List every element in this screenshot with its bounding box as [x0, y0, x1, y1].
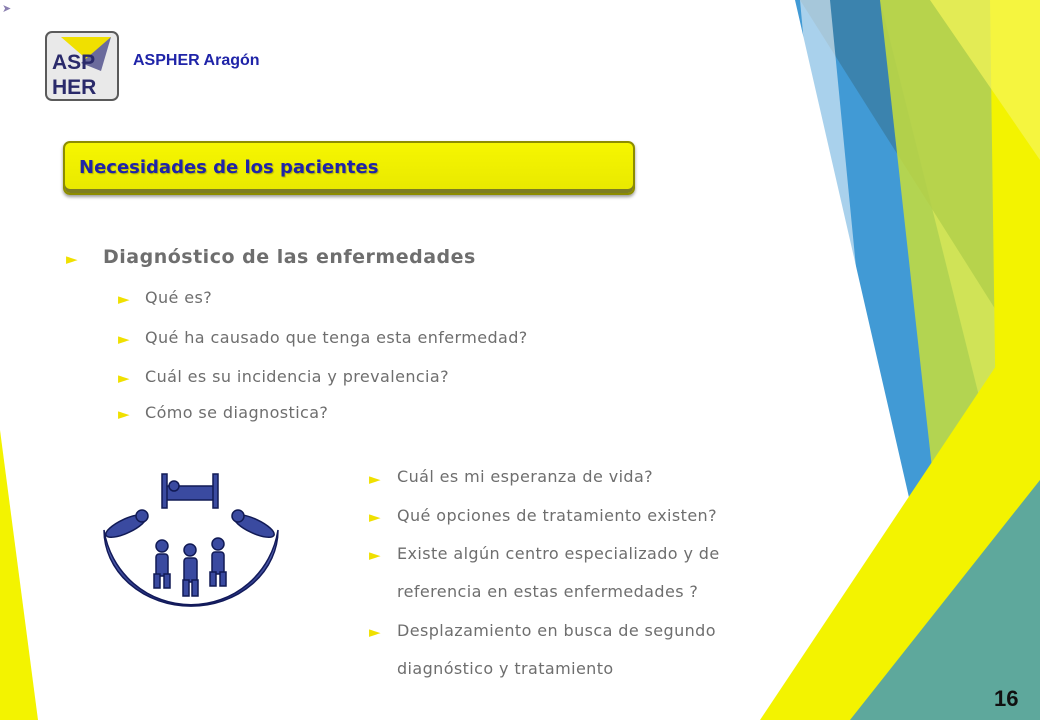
bullet-arrow-icon: ►	[369, 508, 381, 526]
list-item: Existe algún centro especializado y de	[397, 544, 720, 563]
bullet-arrow-icon: ►	[118, 369, 130, 387]
aspher-logo	[45, 31, 119, 101]
bullet-arrow-icon: ►	[118, 405, 130, 423]
medical-services-icon	[96, 468, 286, 630]
list-item-continuation: diagnóstico y tratamiento	[397, 659, 614, 678]
corner-arrow-icon: ➤	[2, 2, 12, 15]
bullet-arrow-icon: ►	[118, 330, 130, 348]
list-item: Cuál es su incidencia y prevalencia?	[145, 367, 450, 386]
list-item: Cómo se diagnostica?	[145, 403, 329, 422]
bullet-arrow-icon: ►	[66, 250, 78, 268]
list-item: Desplazamiento en busca de segundo	[397, 621, 716, 640]
brand-name: ASPHER Aragón	[133, 52, 260, 69]
bullet-arrow-icon: ►	[369, 546, 381, 564]
slide-number: 16	[994, 686, 1019, 711]
list-item-continuation: referencia en estas enfermedades ?	[397, 582, 699, 601]
logo-line2: HER	[52, 76, 97, 99]
logo-line1: ASP	[52, 51, 96, 74]
section-heading: Diagnóstico de las enfermedades	[103, 246, 476, 268]
list-item: Cuál es mi esperanza de vida?	[397, 467, 654, 486]
bullet-arrow-icon: ►	[369, 470, 381, 488]
list-item: Qué opciones de tratamiento existen?	[397, 506, 717, 525]
list-item: Qué es?	[145, 288, 213, 307]
list-item: Qué ha causado que tenga esta enfermedad?	[145, 328, 528, 347]
page-title: Necesidades de los pacientes	[79, 157, 379, 178]
aspher-logo-icon	[47, 33, 117, 99]
title-banner	[63, 141, 635, 195]
bullet-arrow-icon: ►	[118, 290, 130, 308]
bullet-arrow-icon: ►	[369, 623, 381, 641]
